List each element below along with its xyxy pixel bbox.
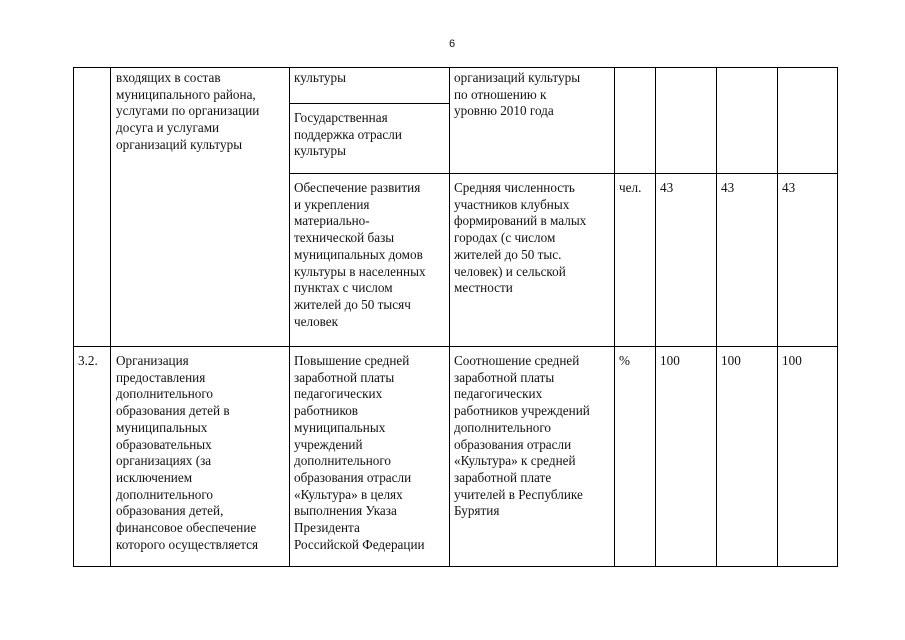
- table-top-border: [73, 67, 838, 68]
- col-border: [110, 67, 111, 567]
- table-bottom-border: [73, 566, 838, 567]
- program-cell: Повышение средней заработной платы педагогических работников муниципальных учреждений дополнительного образования отрасли «Культура» в целях выполнения Указа Президента Российской Федерации: [294, 353, 425, 552]
- col-border: [837, 67, 838, 567]
- program-continuation-cell: культуры: [294, 70, 346, 85]
- row-divider: [289, 173, 838, 174]
- indicator-cell: Средняя численность участников клубных формирований в малых городах (с числом жителей до 50 тыс. человек) и сельской местности: [454, 180, 587, 296]
- row-number-cell: 3.2.: [78, 353, 98, 368]
- col-border: [73, 67, 74, 567]
- value-cell: 43: [660, 180, 674, 195]
- value-cell: 100: [721, 353, 741, 368]
- row-divider: [289, 103, 449, 104]
- col-border: [655, 67, 656, 567]
- activity-continuation-cell: входящих в состав муниципального района, услугами по организации досуга и услугами организаций культуры: [116, 70, 260, 152]
- program-cell: Государственная поддержка отрасли культуры: [294, 110, 402, 159]
- col-border: [777, 67, 778, 567]
- activity-cell: Организация предоставления дополнительного образования детей в муниципальных образовательных организациях (за исключением дополнительного образования детей, финансовое обеспечение которого осуществляется: [116, 353, 259, 552]
- program-cell: Обеспечение развития и укрепления материально- технической базы муниципальных домов культуры в населенных пунктах с числом жителей до 50 тысяч человек: [294, 180, 426, 329]
- indicator-continuation-cell: организаций культуры по отношению к уровню 2010 года: [454, 70, 581, 119]
- value-cell: 43: [721, 180, 735, 195]
- col-border: [614, 67, 615, 567]
- value-cell: 43: [782, 180, 796, 195]
- col-border: [716, 67, 717, 567]
- value-cell: 100: [782, 353, 802, 368]
- col-border: [289, 67, 290, 567]
- page-number: 6: [449, 38, 456, 50]
- row-divider: [73, 346, 838, 347]
- value-cell: 100: [660, 353, 680, 368]
- unit-cell: чел.: [619, 180, 642, 195]
- col-border: [449, 67, 450, 567]
- unit-cell: %: [619, 353, 630, 368]
- indicator-cell: Соотношение средней заработной платы педагогических работников учреждений дополнительного образования отрасли «Культура» к средней заработной плате учителей в Республике Бурятия: [454, 353, 590, 519]
